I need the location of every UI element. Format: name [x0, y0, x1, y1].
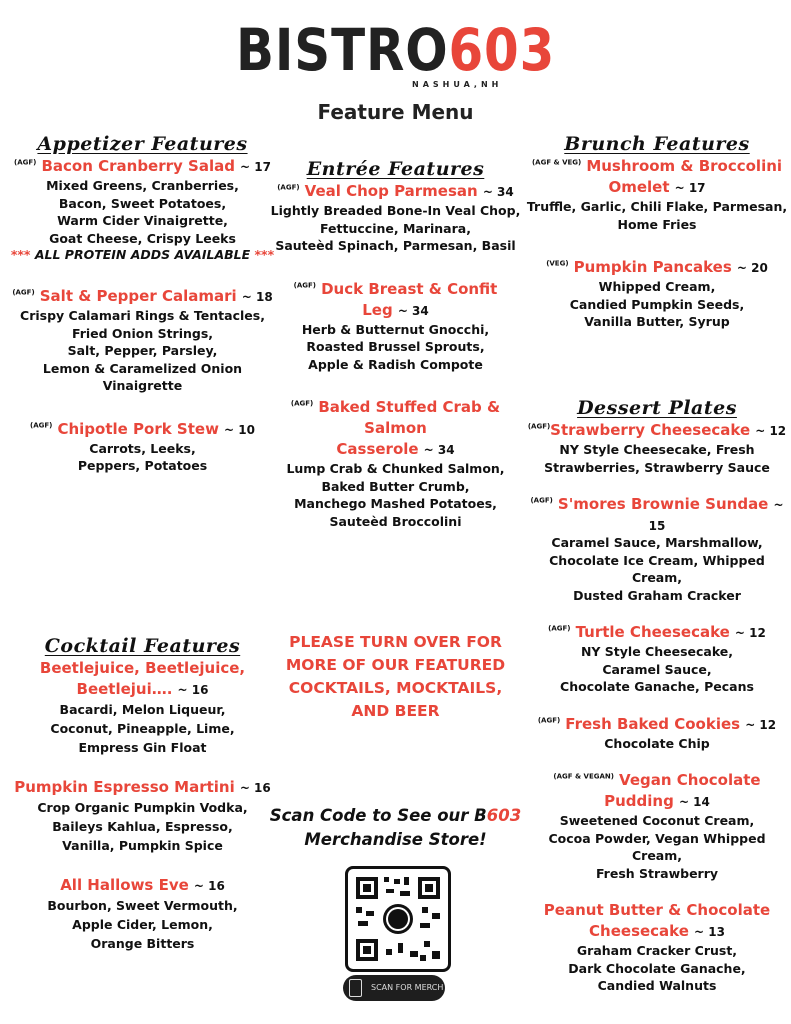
item-price: ~ 12	[734, 626, 766, 640]
item-name: Turtle Cheesecake	[575, 623, 730, 641]
item-name: Baked Stuffed Crab & Salmon	[318, 398, 501, 437]
merch-text: Scan Code to See our B	[269, 806, 487, 825]
item-price: ~ 16	[177, 683, 209, 697]
item-name: Bacon Cranberry Salad	[41, 157, 235, 175]
diet-tag: (AGF)	[537, 716, 561, 725]
menu-item	[522, 770, 791, 882]
logo-location: NASHUA,NH	[412, 80, 503, 89]
qr-code[interactable]	[345, 866, 451, 972]
diet-tag: (AGF)	[12, 288, 35, 297]
diet-tag: (AGF)	[290, 399, 314, 408]
item-desc: Crispy Calamari Rings & Tentacles, Fried Onion Strings, Salt, Pepper, Parsley, Lemon & Caramelized Onion Vinaigrette	[20, 308, 265, 393]
menu-item	[10, 875, 275, 953]
item-desc: Lightly Breaded Bone-In Veal Chop, Fettuccine, Marinara, Sauteèd Spinach, Parmesan, Basil	[270, 203, 521, 253]
appetizer-heading: Appetizer Features	[37, 133, 248, 155]
item-desc: NY Style Cheesecake, Caramel Sauce, Chocolate Ganache, Pecans	[560, 644, 754, 694]
menu-item	[522, 900, 791, 995]
diet-tag: (AGF)	[277, 183, 300, 192]
item-price: ~ 17	[674, 181, 706, 195]
item-desc: Bacardi, Melon Liqueur, Coconut, Pineapple, Lime, Empress Gin Float	[50, 702, 235, 755]
menu-item	[268, 279, 523, 374]
item-price: ~ 16	[239, 781, 271, 795]
menu-item	[10, 658, 275, 757]
item-price: ~ 20	[736, 261, 768, 275]
item-desc: Mixed Greens, Cranberries, Bacon, Sweet Potatoes, Warm Cider Vinaigrette, Goat Cheese, Crispy Leeks	[46, 178, 239, 246]
item-price: ~ 10	[224, 422, 255, 437]
dessert-section	[522, 396, 791, 995]
item-desc: Crop Organic Pumpkin Vodka, Baileys Kahlua, Espresso, Vanilla, Pumpkin Spice	[37, 800, 248, 853]
menu-item	[522, 156, 791, 233]
diet-tag: (VEG)	[546, 259, 569, 268]
protein-note: *** ALL PROTEIN ADDS AVAILABLE ***	[10, 247, 275, 262]
item-desc: Whipped Cream, Candied Pumpkin Seeds, Vanilla Butter, Syrup	[569, 279, 745, 329]
logo-number: 603	[448, 16, 556, 84]
item-price: ~ 15	[648, 498, 784, 533]
item-desc: Chocolate Chip	[604, 735, 710, 751]
item-price: ~ 34	[423, 443, 455, 457]
item-name-cont: Casserole	[336, 440, 419, 458]
item-desc: Sweetened Coconut Cream, Cocoa Powder, Vegan Whipped Cream, Fresh Strawberry	[548, 813, 766, 881]
qr-code-icon	[348, 869, 448, 969]
item-name: S'mores Brownie Sundae	[557, 495, 769, 513]
menu-item	[522, 494, 791, 604]
menu-item	[10, 156, 275, 262]
item-desc: Carrots, Leeks, Peppers, Potatoes	[77, 440, 208, 473]
diet-tag: (AGF)	[14, 158, 37, 167]
item-desc: Graham Cracker Crust, Dark Chocolate Ganache, Candied Walnuts	[568, 943, 746, 993]
menu-item	[268, 181, 523, 255]
menu-item	[522, 622, 791, 696]
item-desc: Truffle, Garlic, Chili Flake, Parmesan, Home Fries	[526, 199, 788, 232]
entree-heading: Entrée Features	[306, 158, 485, 180]
item-name: Peanut Butter & Chocolate	[543, 901, 771, 919]
item-name: Vegan Chocolate	[619, 771, 761, 789]
menu-item	[522, 420, 791, 476]
phone-icon	[349, 979, 362, 997]
item-desc: Bourbon, Sweet Vermouth, Apple Cider, Lemon, Orange Bitters	[47, 898, 238, 951]
menu-item	[522, 714, 791, 753]
item-name: Strawberry Cheesecake	[550, 421, 751, 439]
item-price: ~ 14	[678, 795, 710, 809]
menu-item	[10, 286, 275, 395]
diet-tag: (AGF & VEGAN)	[553, 772, 614, 781]
item-desc: Caramel Sauce, Marshmallow, Chocolate Ice Cream, Whipped Cream, Dusted Graham Cracker	[549, 535, 765, 603]
turn-over-notice: PLEASE TURN OVER FOR MORE OF OUR FEATURED COCKTAILS, MOCKTAILS, AND BEER	[285, 633, 506, 720]
dessert-heading: Dessert Plates	[577, 397, 737, 419]
item-name: Mushroom & Broccolini	[586, 157, 783, 175]
diet-tag: (AGF)	[30, 421, 53, 430]
item-name-cont: Leg	[362, 300, 393, 319]
diet-tag: (AGF)	[548, 624, 571, 633]
appetizer-section	[10, 132, 275, 475]
item-name: All Hallows Eve	[60, 876, 189, 894]
item-price: ~ 12	[745, 717, 777, 732]
scan-for-merch-button[interactable]	[343, 975, 445, 1001]
item-name: Pumpkin Espresso Martini	[14, 778, 235, 796]
menu-item	[10, 777, 275, 855]
item-name: Fresh Baked Cookies	[565, 714, 741, 733]
entree-section	[268, 157, 523, 530]
item-desc: Lump Crab & Chunked Salmon, Baked Butter Crumb, Manchego Mashed Potatoes, Sauteèd Broccolini	[286, 461, 505, 529]
logo-wordmark: BISTRO	[235, 16, 449, 84]
diet-tag: (AGF)	[530, 496, 553, 505]
menu-item	[522, 257, 791, 331]
item-name: Chipotle Pork Stew	[57, 419, 219, 438]
item-name: Salt & Pepper Calamari	[39, 287, 237, 305]
cocktail-section	[10, 634, 275, 953]
item-price: ~ 34	[482, 185, 514, 199]
menu-item	[268, 397, 523, 530]
item-price: ~ 16	[193, 879, 225, 893]
item-desc: NY Style Cheesecake, Fresh Strawberries, Strawberry Sauce	[544, 442, 770, 475]
item-price: ~ 17	[240, 160, 271, 174]
brunch-heading: Brunch Features	[564, 133, 750, 155]
scan-button-label: SCAN FOR MERCH	[371, 983, 444, 992]
diet-tag: (AGF)	[293, 281, 316, 290]
item-price: ~ 12	[755, 424, 787, 438]
item-name: Pumpkin Pancakes	[573, 258, 732, 276]
item-price: ~ 13	[694, 925, 725, 939]
merch-text-2: Merchandise Store!	[304, 830, 487, 849]
menu-item	[10, 419, 275, 475]
diet-tag: (AGF & VEG)	[531, 158, 582, 167]
cocktail-heading: Cocktail Features	[44, 635, 241, 657]
item-name-cont: Beetlejui….	[76, 680, 173, 698]
merch-number: 603	[486, 806, 522, 825]
item-name-cont: Omelet	[608, 178, 670, 196]
page-title: Feature Menu	[317, 100, 474, 124]
item-price: ~ 18	[241, 290, 273, 304]
brunch-section	[522, 132, 791, 331]
item-desc: Herb & Butternut Gnocchi, Roasted Brussel Sprouts, Apple & Radish Compote	[301, 321, 490, 372]
logo	[0, 18, 791, 82]
item-name: Beetlejuice, Beetlejuice,	[39, 659, 246, 677]
item-name: Duck Breast & Confit	[321, 279, 498, 298]
item-name-cont: Cheesecake	[589, 922, 689, 940]
item-name: Veal Chop Parmesan	[304, 182, 478, 200]
item-price: ~ 34	[397, 303, 429, 318]
merch-callout	[268, 804, 523, 852]
item-name-cont: Pudding	[604, 792, 674, 810]
diet-tag: (AGF)	[527, 422, 551, 431]
